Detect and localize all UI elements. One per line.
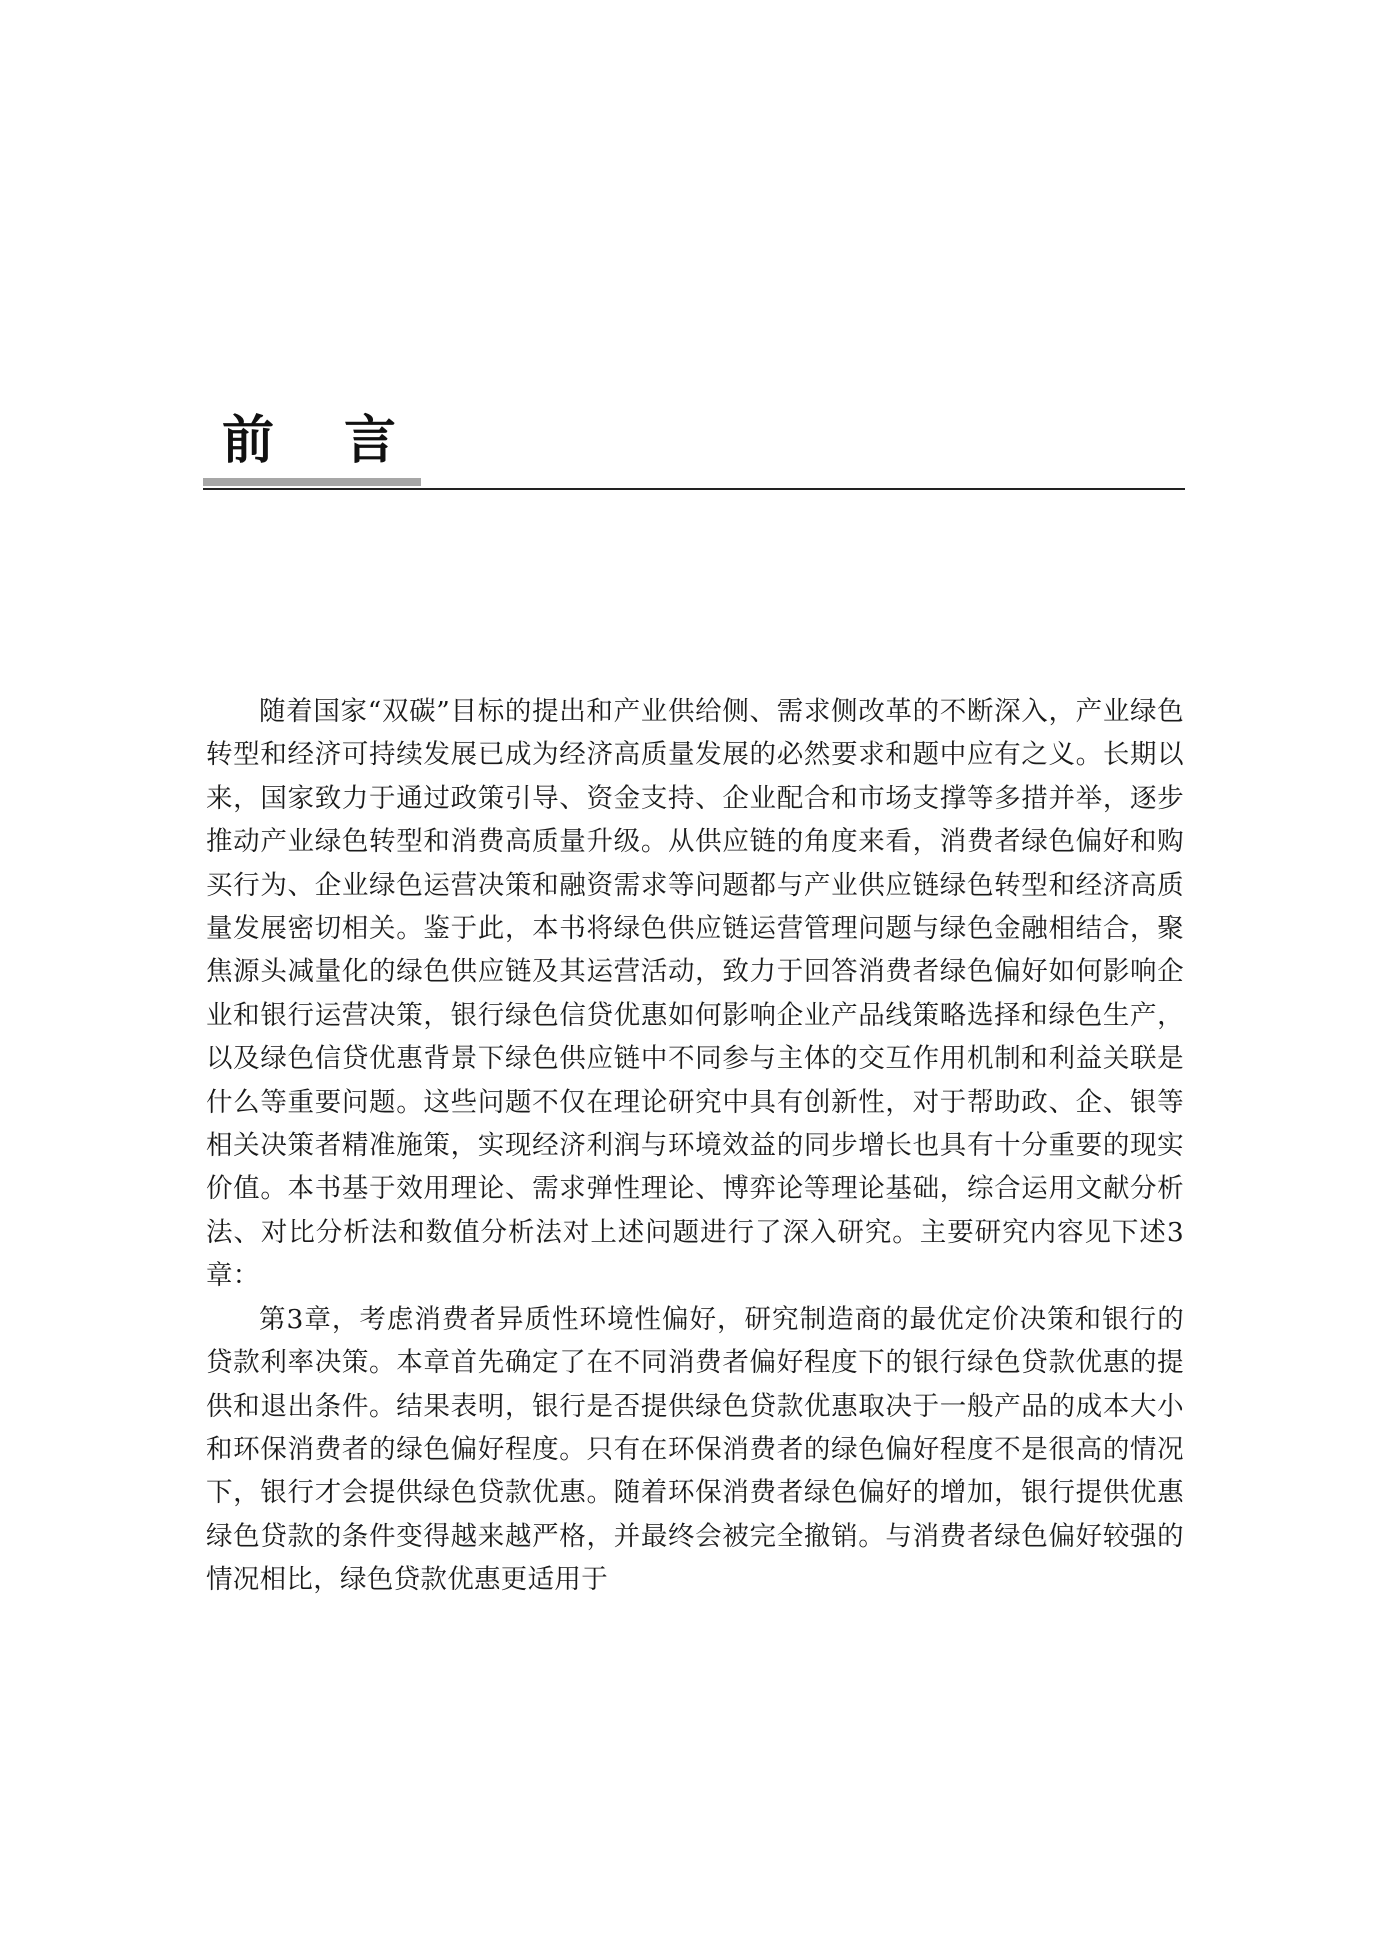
paragraph-2: 第3章，考虑消费者异质性环境性偏好，研究制造商的最优定价决策和银行的贷款利率决策。本章首先确定了在不同消费者偏好程度下的银行绿色贷款优惠的提供和退出条件。结果表明，银行是否提供绿色贷款优惠取决于一般产品的成本大小和环保消费者的绿色偏好程度。只有在环保消费者的绿色偏好程度不是很高的情况下，银行才会提供绿色贷款优惠。随着环保消费者绿色偏好的增加，银行提供优惠绿色贷款的条件变得越来越严格，并最终会被完全撤销。与消费者绿色偏好较强的情况相比，绿色贷款优惠更适用于 (206, 1303, 1184, 1596)
title-underline-rule (203, 488, 1185, 490)
page-title: 前言 (222, 411, 467, 471)
body-text (206, 690, 1184, 1602)
title-underline-accent (203, 478, 421, 486)
paragraph-1: 随着国家“双碳”目标的提出和产业供给侧、需求侧改革的不断深入，产业绿色转型和经济可持续发展已成为经济高质量发展的必然要求和题中应有之义。长期以来，国家致力于通过政策引导、资金支持、企业配合和市场支撑等多措并举，逐步推动产业绿色转型和消费高质量升级。从供应链的角度来看，消费者绿色偏好和购买行为、企业绿色运营决策和融资需求等问题都与产业供应链绿色转型和经济高质量发展密切相关。鉴于此，本书将绿色供应链运营管理问题与绿色金融相结合，聚焦源头减量化的绿色供应链及其运营活动，致力于回答消费者绿色偏好如何影响企业和银行运营决策，银行绿色信贷优惠如何影响企业产品线策略选择和绿色生产，以及绿色信贷优惠背景下绿色供应链中不同参与主体的交互作用机制和利益关联是什么等重要问题。这些问题不仅在理论研究中具有创新性，对于帮助政、企、银等相关决策者精准施策，实现经济利润与环境效益的同步增长也具有十分重要的现实价值。本书基于效用理论、需求弹性理论、博弈论等理论基础，综合运用文献分析法、对比分析法和数值分析法对上述问题进行了深入研究。主要研究内容见下述3章： (206, 696, 1184, 1292)
